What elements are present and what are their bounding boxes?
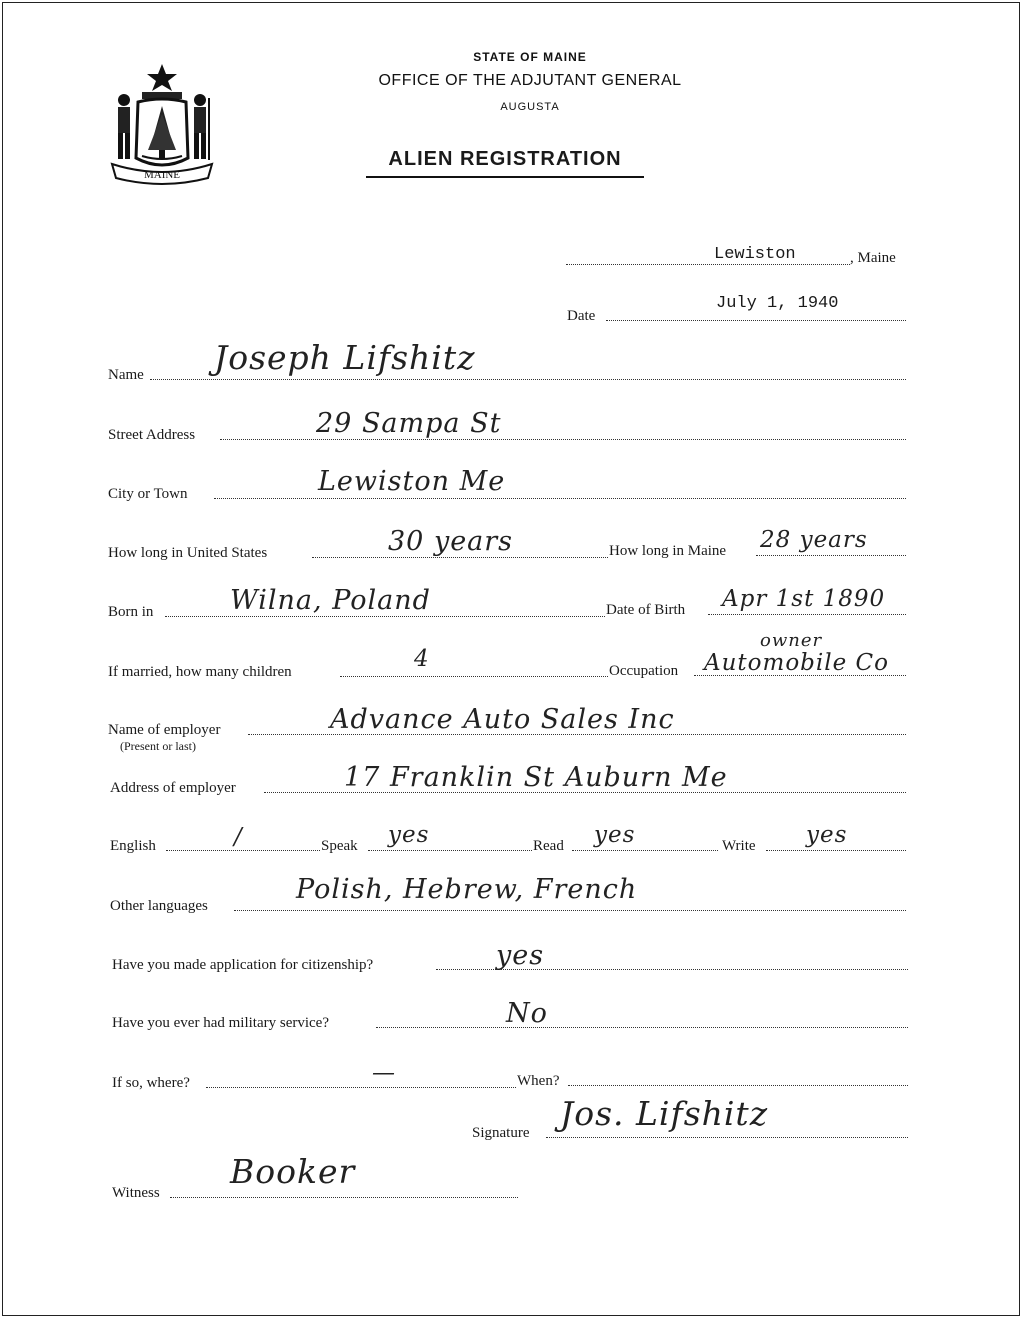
signature-line <box>546 1137 908 1138</box>
place-line <box>566 264 850 265</box>
english-label: English <box>110 838 156 854</box>
street-value: 29 Sampa St <box>316 408 502 439</box>
how-long-maine-line <box>756 555 906 556</box>
read-line <box>572 850 718 851</box>
english-line <box>166 850 320 851</box>
military-value: No <box>506 998 548 1029</box>
born-in-value: Wilna, Poland <box>230 585 431 616</box>
occupation-value-line1: owner <box>760 630 823 651</box>
other-languages-label: Other languages <box>110 898 208 914</box>
children-label: If married, how many children <box>108 664 292 680</box>
witness-value: Booker <box>230 1152 356 1191</box>
date-of-birth-label: Date of Birth <box>606 602 686 618</box>
office-heading: OFFICE OF THE ADJUTANT GENERAL <box>378 72 682 89</box>
citizenship-value: yes <box>496 940 545 971</box>
employer-address-value: 17 Franklin St Auburn Me <box>344 762 728 793</box>
occupation-value-line2: Automobile Co <box>704 650 889 676</box>
witness-label: Witness <box>112 1185 160 1201</box>
place-city-value: Lewiston <box>714 245 796 264</box>
witness-line <box>170 1197 518 1198</box>
date-value: July 1, 1940 <box>716 294 839 313</box>
where-label: If so, where? <box>112 1075 190 1091</box>
date-of-birth-line <box>708 614 906 615</box>
how-long-us-label: How long in United States <box>108 545 268 561</box>
title-underline <box>366 176 644 178</box>
speak-line <box>368 850 532 851</box>
when-label: When? <box>517 1073 560 1089</box>
signature-label: Signature <box>472 1125 530 1141</box>
street-label: Street Address <box>108 427 196 443</box>
children-line <box>340 676 608 677</box>
place-state-label: , Maine <box>850 250 896 266</box>
children-value: 4 <box>414 646 430 672</box>
speak-label: Speak <box>321 838 358 854</box>
employer-address-label: Address of employer <box>110 780 236 796</box>
employer-label: Name of employer <box>108 722 221 738</box>
seal-banner-text: MAINE <box>143 169 181 181</box>
military-label: Have you ever had military service? <box>112 1015 329 1031</box>
maine-state-seal <box>108 62 216 186</box>
date-label: Date <box>567 308 596 324</box>
citizenship-label: Have you made application for citizenship? <box>112 957 374 973</box>
write-value: yes <box>806 822 848 848</box>
occupation-label: Occupation <box>609 663 679 679</box>
city-value: Lewiston Me <box>318 466 506 497</box>
born-in-line <box>165 616 605 617</box>
born-in-label: Born in <box>108 604 154 620</box>
street-line <box>220 439 906 440</box>
military-line <box>376 1027 908 1028</box>
employer-value: Advance Auto Sales Inc <box>330 704 675 735</box>
where-value: — <box>372 1060 396 1086</box>
signature-value: Jos. Lifshitz <box>560 1094 769 1133</box>
how-long-maine-value: 28 years <box>760 527 868 553</box>
english-value: / <box>234 824 243 850</box>
name-line <box>150 379 906 380</box>
when-line <box>568 1085 908 1086</box>
date-of-birth-value: Apr 1st 1890 <box>722 586 886 612</box>
employer-sublabel: (Present or last) <box>120 739 196 753</box>
read-label: Read <box>533 838 564 854</box>
speak-value: yes <box>388 822 430 848</box>
read-value: yes <box>594 822 636 848</box>
name-label: Name <box>108 367 144 383</box>
date-line <box>606 320 906 321</box>
name-value: Joseph Lifshitz <box>214 338 476 377</box>
write-label: Write <box>722 838 756 854</box>
city-label: City or Town <box>108 486 188 502</box>
how-long-us-value: 30 years <box>388 526 514 557</box>
city-line <box>214 498 906 499</box>
write-line <box>766 850 906 851</box>
state-heading: STATE OF MAINE <box>473 50 587 64</box>
other-languages-line <box>234 910 906 911</box>
how-long-maine-label: How long in Maine <box>609 543 727 559</box>
city-heading: AUGUSTA <box>500 101 560 113</box>
form-title: ALIEN REGISTRATION <box>388 148 622 170</box>
other-languages-value: Polish, Hebrew, French <box>296 874 638 905</box>
where-line <box>206 1087 516 1088</box>
how-long-us-line <box>312 557 608 558</box>
